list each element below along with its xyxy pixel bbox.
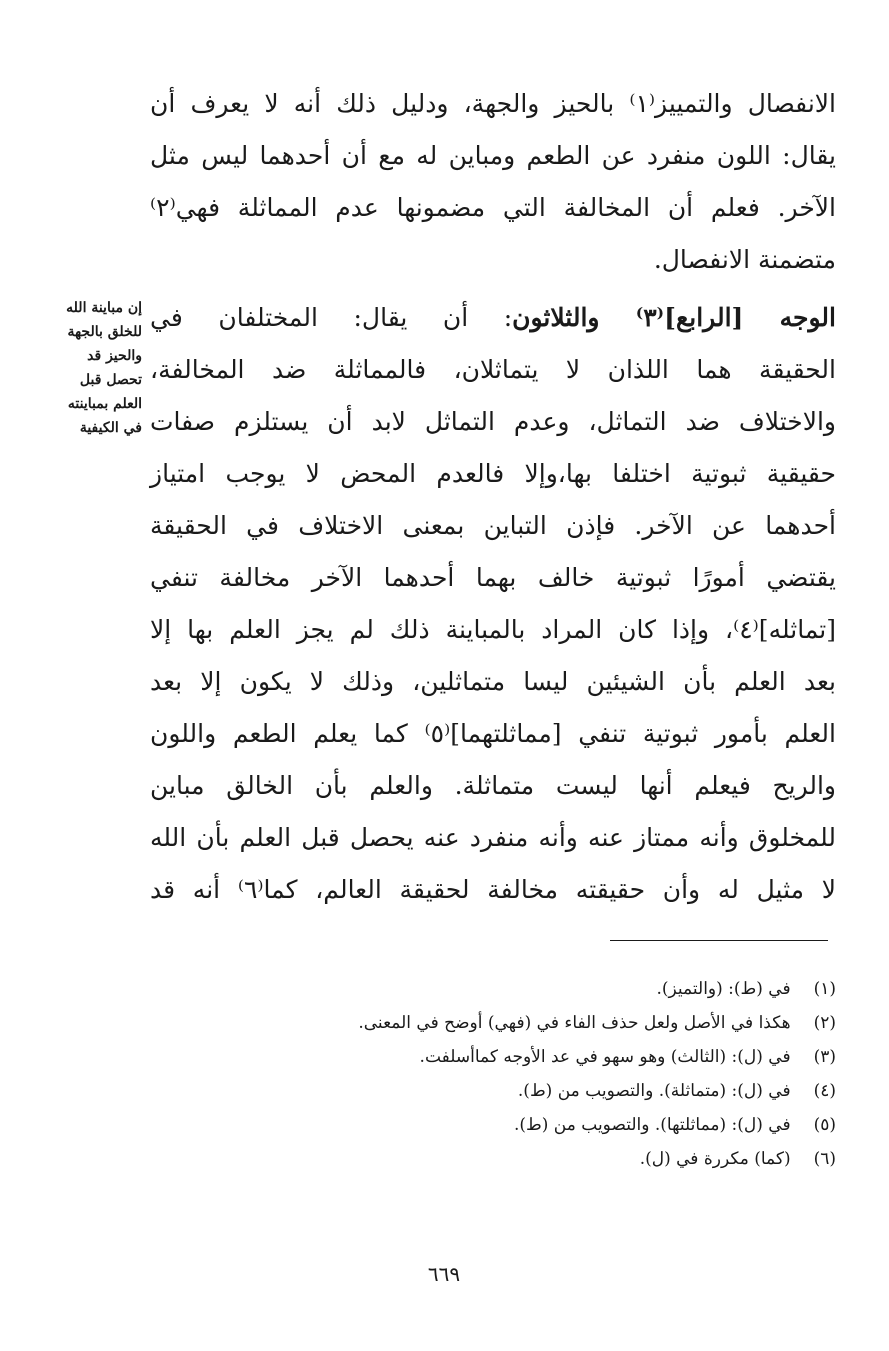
footnote-text: في (ل): (مماثلتها). والتصويب من (ط). bbox=[514, 1115, 791, 1135]
text-line: العلم بأمور ثبوتية تنفي [مماثلتهما]⁽٥⁾ كما يعلم الطعم واللون bbox=[150, 719, 836, 748]
footnote bbox=[150, 1040, 836, 1074]
margin-note-line: إن مباينة الله bbox=[66, 300, 142, 316]
footnote bbox=[150, 1108, 836, 1142]
footnote-text: في (ل): (متماثلة). والتصويب من (ط). bbox=[517, 1081, 791, 1101]
footnote-number: (٥) bbox=[813, 1115, 836, 1135]
footnote-number: (٢) bbox=[813, 1013, 836, 1033]
section-heading-line: الوجه [الرابع]⁽٣⁾ والثلاثون: أن يقال: المختلفان في bbox=[150, 303, 836, 332]
margin-note-line: للخلق بالجهة bbox=[67, 324, 142, 340]
footnote-number: (٦) bbox=[813, 1149, 836, 1169]
footnotes bbox=[150, 972, 836, 1176]
footnote bbox=[150, 972, 836, 1006]
footnote-number: (١) bbox=[813, 979, 836, 999]
text-line: الانفصال والتمييز⁽١⁾ بالحيز والجهة، ودليل ذلك أنه لا يعرف أن bbox=[150, 89, 836, 118]
footnote-number: (٤) bbox=[813, 1081, 836, 1101]
text-line: يقال: اللون منفرد عن الطعم ومباين له مع أن أحدهما ليس مثل bbox=[150, 141, 836, 170]
text-line: حقيقية ثبوتية اختلفا بها،وإلا فالعدم المحض لا يوجب امتياز bbox=[150, 459, 836, 488]
margin-note-line: في الكيفية bbox=[79, 420, 142, 436]
footnote-separator bbox=[610, 940, 828, 941]
footnote-text: في (ط): (والتميز). bbox=[656, 979, 791, 999]
page-number: ٦٦٩ bbox=[427, 1262, 461, 1286]
footnote-text: (كما) مكررة في (ل). bbox=[639, 1149, 791, 1169]
footnote bbox=[150, 1006, 836, 1040]
text-line: لا مثيل له وأن حقيقته مخالفة لحقيقة العالم، كما⁽٦⁾ أنه قد bbox=[150, 875, 836, 904]
margin-note-line: العلم بمباينته bbox=[67, 396, 142, 412]
text-line: متضمنة الانفصال. bbox=[653, 245, 836, 274]
footnote bbox=[150, 1142, 836, 1176]
text-line: الحقيقة هما اللذان لا يتماثلان، فالمماثلة ضد المخالفة، bbox=[150, 355, 836, 384]
footnote-text: في (ل): (الثالث) وهو سهو في عد الأوجه كماأسلفت. bbox=[419, 1047, 791, 1067]
text-line: يقتضي أمورًا ثبوتية خالف بهما أحدهما الآخر مخالفة تنفي bbox=[150, 563, 836, 592]
text-line: والريح فيعلم أنها ليست متماثلة. والعلم بأن الخالق مباين bbox=[150, 771, 836, 800]
text-line: الآخر. فعلم أن المخالفة التي مضمونها عدم المماثلة فهي⁽٢⁾ bbox=[150, 193, 836, 222]
text-line: للمخلوق وأنه ممتاز عنه وأنه منفرد عنه يحصل قبل العلم بأن الله bbox=[150, 823, 836, 852]
footnote-text: هكذا في الأصل ولعل حذف الفاء في (فهي) أوضح في المعنى. bbox=[358, 1013, 791, 1033]
section-heading: الوجه [الرابع]⁽٣⁾ والثلاثون bbox=[512, 303, 836, 332]
text-line: بعد العلم بأن الشيئين ليسا متماثلين، وذلك لا يكون إلا بعد bbox=[150, 667, 836, 696]
margin-note bbox=[20, 296, 142, 440]
margin-note-line: تحصل قبل bbox=[79, 372, 142, 388]
text-line: والاختلاف ضد التماثل، وعدم التماثل لابد أن يستلزم صفات bbox=[150, 407, 836, 436]
footnote bbox=[150, 1074, 836, 1108]
text-line: أحدهما عن الآخر. فإذن التباين بمعنى الاختلاف في الحقيقة bbox=[150, 511, 836, 540]
margin-note-line: والحيز قد bbox=[87, 348, 142, 364]
main-text bbox=[150, 78, 836, 916]
text-line: [تماثله]⁽٤⁾، وإذا كان المراد بالمباينة ذلك لم يجز العلم بها إلا bbox=[150, 615, 836, 644]
footnote-number: (٣) bbox=[813, 1047, 836, 1067]
